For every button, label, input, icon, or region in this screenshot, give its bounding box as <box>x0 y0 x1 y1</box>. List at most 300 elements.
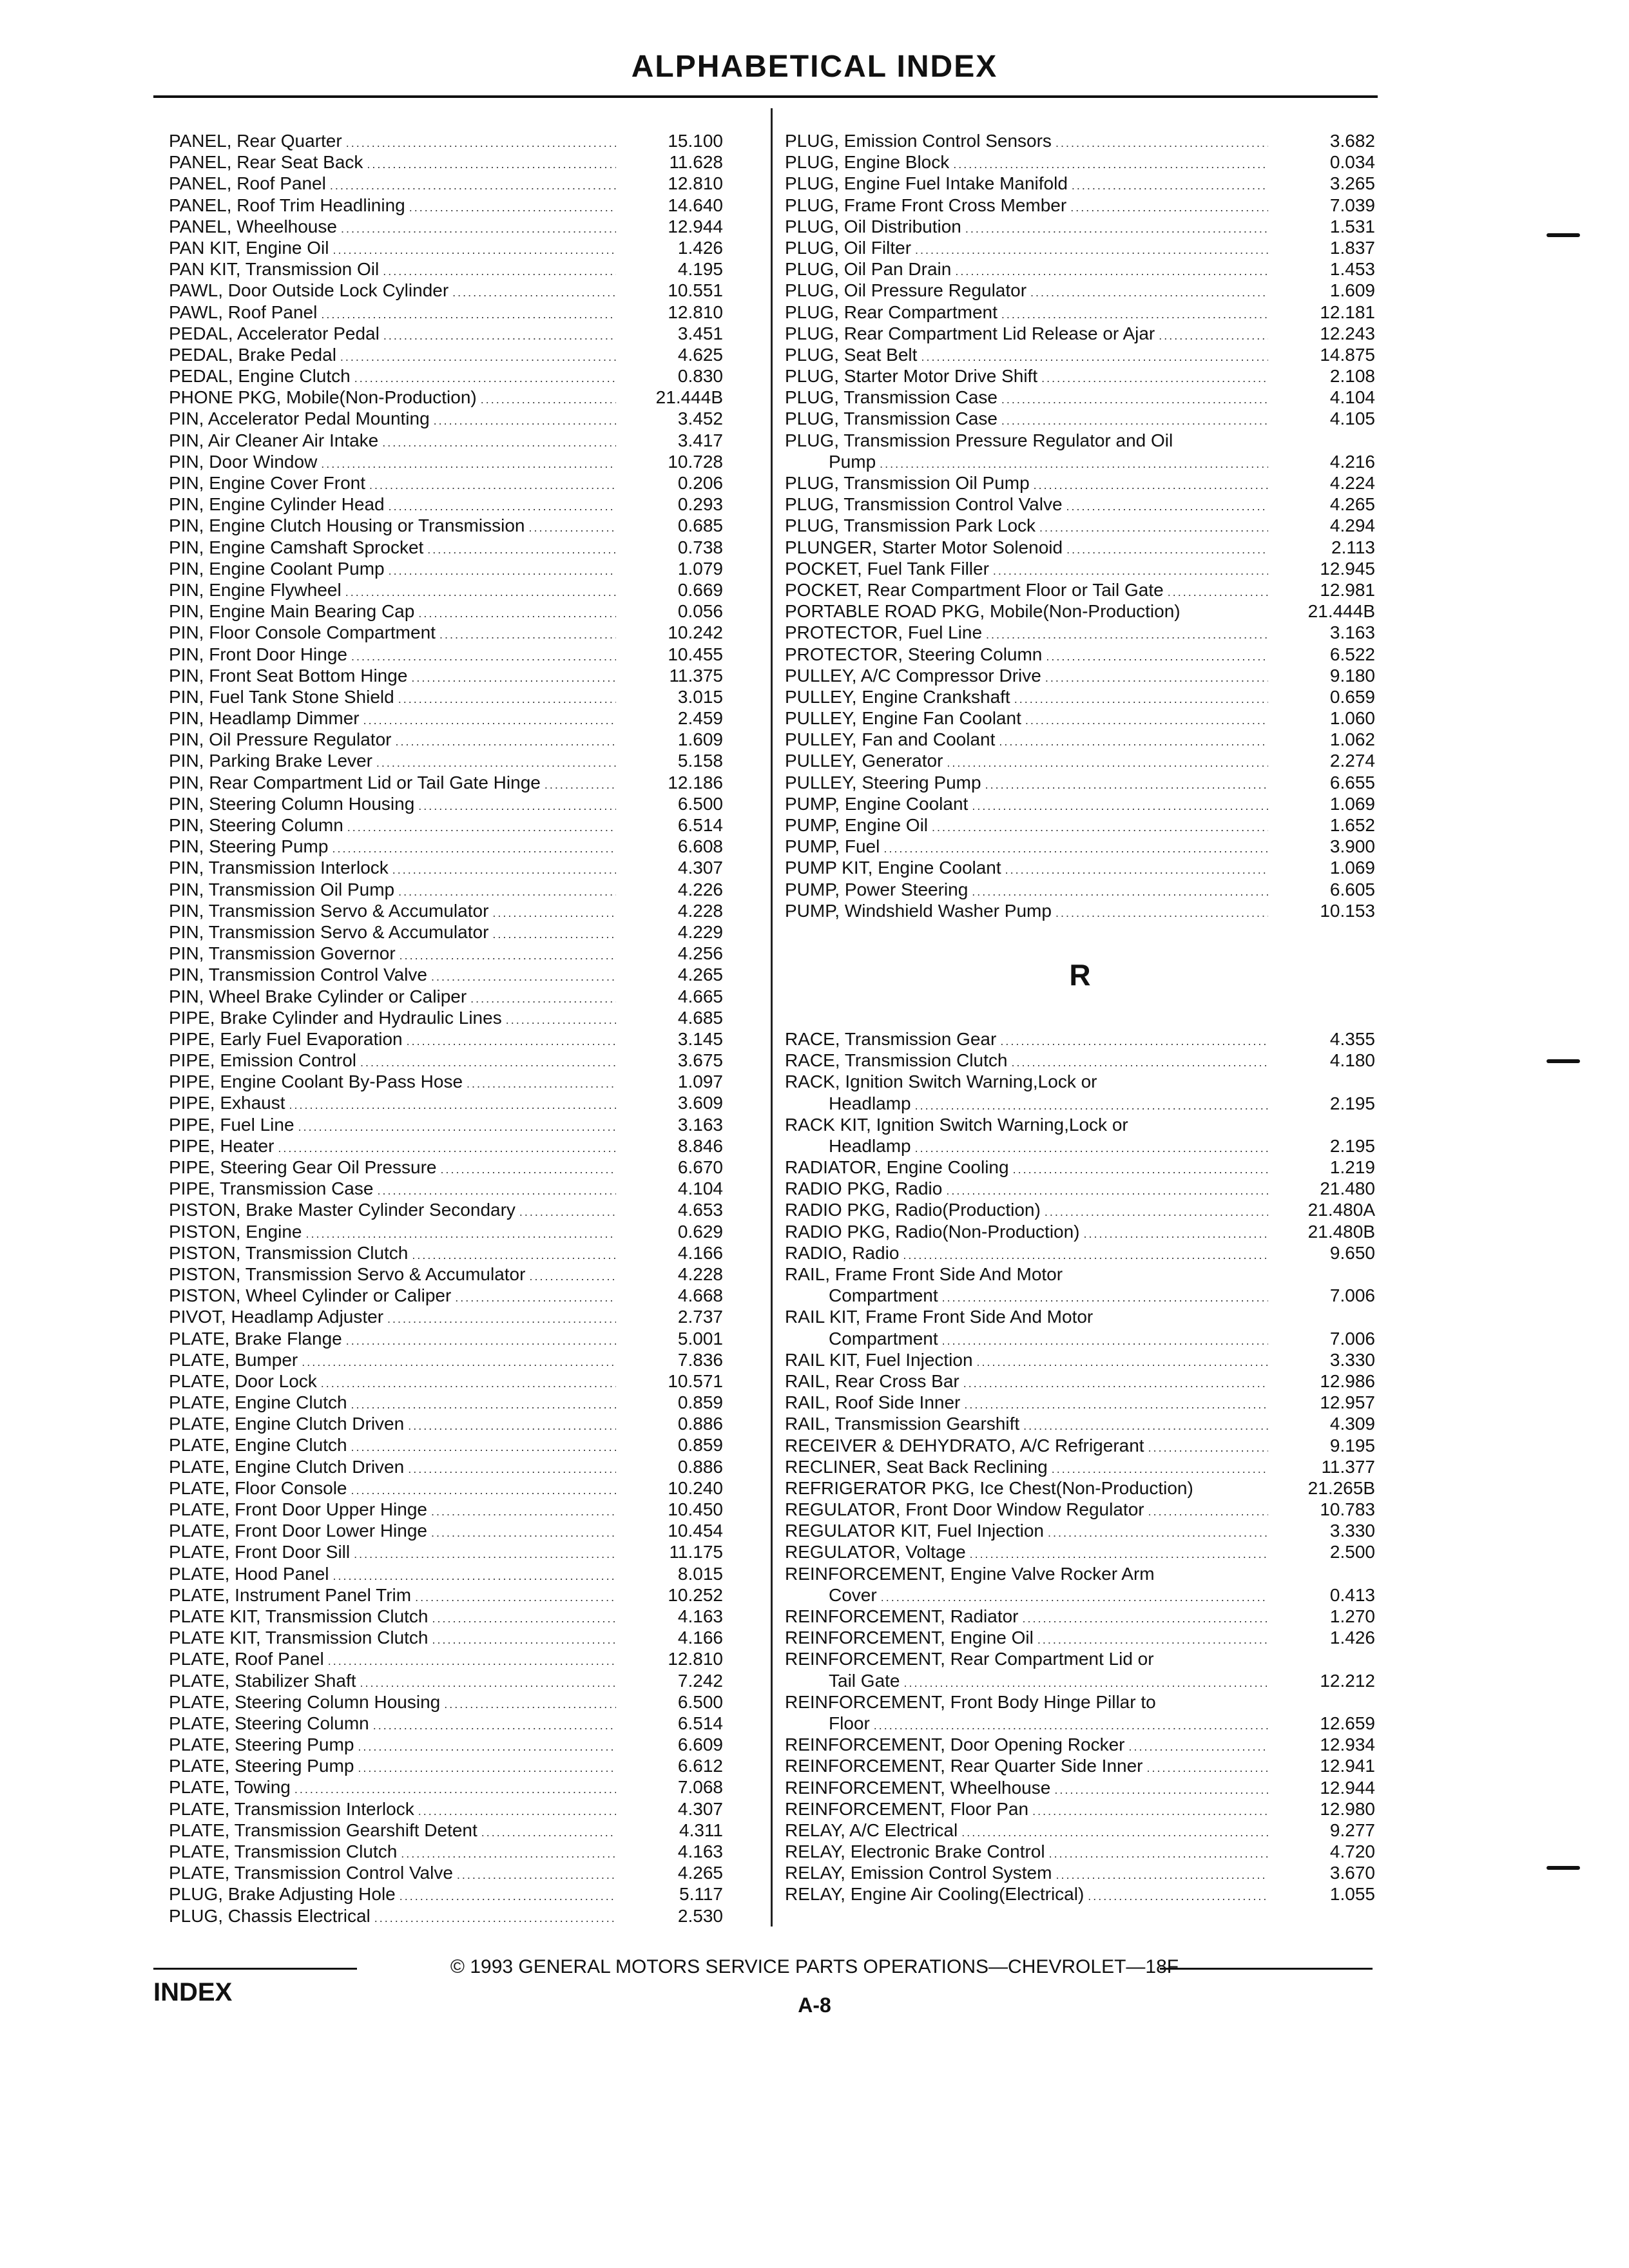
index-entry <box>785 1648 1375 1669</box>
entry-label: PEDAL, Accelerator Pedal <box>169 323 380 343</box>
index-entry <box>169 772 723 793</box>
entry-label: Headlamp <box>829 1135 911 1156</box>
entry-label: PLUG, Transmission Pressure Regulator and Oil <box>785 430 1173 450</box>
index-entry <box>169 151 723 173</box>
dot-leader <box>1147 1758 1269 1779</box>
index-entry <box>169 1178 723 1199</box>
index-entry <box>785 665 1375 686</box>
entry-section-number: 14.640 <box>668 195 723 215</box>
dot-leader <box>947 753 1268 774</box>
index-entry <box>169 1434 723 1456</box>
index-entry <box>785 387 1375 408</box>
dot-leader <box>452 282 616 303</box>
entry-section-number: 5.158 <box>677 751 723 771</box>
entry-label: Compartment <box>829 1285 938 1306</box>
index-entry <box>169 1862 723 1883</box>
entry-section-number: 3.417 <box>677 430 723 450</box>
entry-section-number: 7.242 <box>677 1670 723 1691</box>
entry-section-number: 4.256 <box>677 943 723 964</box>
index-entry <box>785 1456 1375 1477</box>
entry-label: RACE, Transmission Gear <box>785 1028 997 1049</box>
entry-section-number: 0.886 <box>677 1414 723 1434</box>
entry-label: PIPE, Early Fuel Evaporation <box>169 1028 403 1049</box>
dot-leader <box>289 1095 616 1116</box>
entry-label: REINFORCEMENT, Engine Valve Rocker Arm <box>785 1563 1155 1584</box>
entry-label: REINFORCEMENT, Door Opening Rocker <box>785 1735 1125 1755</box>
copyright-notice: © 1993 GENERAL MOTORS SERVICE PARTS OPERATIONS—CHEVROLET—18F <box>450 1956 1179 1977</box>
entry-label: PUMP, Fuel <box>785 836 880 857</box>
dot-leader <box>374 1908 616 1929</box>
index-entry <box>785 216 1375 237</box>
index-entry <box>169 943 723 964</box>
entry-label: PLATE, Brake Flange <box>169 1328 342 1349</box>
entry-section-number: 4.104 <box>677 1178 723 1199</box>
entry-label: RADIO, Radio <box>785 1242 900 1263</box>
entry-label: PLUG, Rear Compartment <box>785 302 998 322</box>
entry-section-number: 4.720 <box>1329 1841 1375 1862</box>
entry-label: PORTABLE ROAD PKG, Mobile(Non-Production) <box>785 601 1181 622</box>
entry-section-number: 2.737 <box>677 1307 723 1327</box>
entry-section-number: 4.163 <box>677 1841 723 1861</box>
index-entry <box>785 1413 1375 1434</box>
left-index-column <box>169 130 723 1927</box>
entry-section-number: 4.180 <box>1329 1050 1375 1071</box>
entry-section-number: 11.175 <box>669 1542 723 1562</box>
index-entry <box>169 1349 723 1370</box>
entry-section-number: 5.117 <box>679 1884 723 1905</box>
entry-label: PROTECTOR, Fuel Line <box>785 622 983 643</box>
entry-label: PLUG, Transmission Case <box>785 408 998 429</box>
entry-label: PISTON, Transmission Clutch <box>169 1242 409 1263</box>
entry-section-number: 12.941 <box>1320 1756 1375 1776</box>
entry-label: PISTON, Brake Master Cylinder Secondary <box>169 1200 516 1220</box>
dot-leader <box>328 1651 616 1672</box>
dot-leader <box>985 774 1268 796</box>
entry-section-number: 3.265 <box>1329 173 1375 194</box>
entry-section-number: 10.571 <box>668 1370 723 1391</box>
entry-section-number: 9.195 <box>1329 1435 1375 1456</box>
dot-leader <box>1013 1159 1268 1180</box>
entry-section-number: 0.669 <box>677 579 723 600</box>
index-entry <box>169 1456 723 1477</box>
entry-section-number: 2.108 <box>1329 366 1375 387</box>
dot-leader <box>346 1331 616 1352</box>
entry-section-number: 3.900 <box>1329 836 1375 857</box>
dot-leader <box>1032 1801 1268 1822</box>
entry-label: PANEL, Rear Seat Back <box>169 152 363 173</box>
dot-leader <box>408 1416 616 1437</box>
entry-label: PIN, Parking Brake Lever <box>169 751 372 771</box>
entry-section-number: 3.163 <box>677 1114 723 1135</box>
entry-label: REINFORCEMENT, Front Body Hinge Pillar to <box>785 1691 1156 1712</box>
entry-section-number: 7.068 <box>677 1777 723 1798</box>
entry-section-number: 4.685 <box>677 1007 723 1028</box>
entry-section-number: 4.195 <box>677 259 723 280</box>
entry-label: PIN, Door Window <box>169 451 318 472</box>
index-entry <box>169 750 723 771</box>
index-entry <box>169 1157 723 1178</box>
index-entry <box>169 472 723 494</box>
index-entry <box>785 686 1375 707</box>
dot-leader <box>1055 903 1268 924</box>
dot-leader <box>387 1309 616 1330</box>
entry-label: PIN, Engine Main Bearing Cap <box>169 601 415 622</box>
dot-leader <box>298 1117 616 1138</box>
entry-label: PULLEY, A/C Compressor Drive <box>785 665 1041 686</box>
entry-section-number: 21.480B <box>1307 1221 1375 1242</box>
dot-leader <box>977 1352 1268 1373</box>
entry-section-number: 4.229 <box>677 921 723 942</box>
entry-section-number: 6.522 <box>1329 644 1375 664</box>
dot-leader <box>1159 325 1268 347</box>
index-entry <box>169 537 723 558</box>
entry-label: PIN, Engine Camshaft Sprocket <box>169 537 424 557</box>
index-entry <box>785 472 1375 494</box>
entry-label: RECEIVER & DEHYDRATO, A/C Refrigerant <box>785 1435 1144 1456</box>
index-entry <box>169 964 723 985</box>
entry-label: PANEL, Wheelhouse <box>169 216 337 236</box>
index-entry <box>785 793 1375 814</box>
dot-leader <box>1055 133 1268 154</box>
entry-label: RAIL, Roof Side Inner <box>785 1392 961 1413</box>
index-entry <box>785 1841 1375 1862</box>
index-entry <box>785 1627 1375 1648</box>
index-entry <box>169 1606 723 1627</box>
dot-leader <box>972 796 1268 817</box>
index-entry <box>169 494 723 515</box>
entry-label: Pump <box>829 451 876 472</box>
dot-leader <box>434 410 616 432</box>
entry-label: PIN, Steering Pump <box>169 836 329 857</box>
entry-section-number: 6.514 <box>677 1713 723 1733</box>
entry-section-number: 4.166 <box>677 1628 723 1648</box>
dot-leader <box>358 1758 616 1779</box>
entry-label: RELAY, A/C Electrical <box>785 1820 958 1840</box>
dot-leader <box>347 817 616 838</box>
dot-leader <box>321 1373 616 1394</box>
entry-label: PLUNGER, Starter Motor Solenoid <box>785 537 1063 557</box>
index-entry <box>785 729 1375 750</box>
entry-section-number: 3.452 <box>677 408 723 429</box>
entry-label: PLATE, Front Door Upper Hinge <box>169 1499 427 1519</box>
entry-label: REINFORCEMENT, Radiator <box>785 1606 1019 1626</box>
dot-leader <box>1049 1843 1268 1865</box>
dot-leader <box>506 1010 616 1031</box>
index-entry <box>785 1178 1375 1199</box>
entry-section-number: 12.810 <box>668 173 723 194</box>
index-entry <box>169 408 723 429</box>
entry-section-number: 12.934 <box>1320 1735 1375 1755</box>
entry-label: RACK, Ignition Switch Warning,Lock or <box>785 1072 1097 1092</box>
entry-section-number: 10.240 <box>668 1477 723 1498</box>
entry-label: PLATE, Engine Clutch <box>169 1435 347 1456</box>
entry-label: PLUG, Engine Block <box>785 152 950 173</box>
entry-label: RADIATOR, Engine Cooling <box>785 1157 1009 1178</box>
dot-leader <box>431 1501 616 1523</box>
entry-section-number: 2.274 <box>1329 751 1375 771</box>
entry-section-number: 6.612 <box>677 1756 723 1776</box>
entry-section-number: 0.886 <box>677 1456 723 1477</box>
entry-section-number: 12.944 <box>1320 1777 1375 1798</box>
dot-leader <box>1088 1886 1268 1907</box>
dot-leader <box>383 325 616 347</box>
dot-leader <box>373 1715 616 1736</box>
entry-section-number: 1.426 <box>677 237 723 258</box>
index-entry <box>169 1734 723 1755</box>
entry-section-number: 1.069 <box>1329 793 1375 814</box>
dot-leader <box>369 475 616 496</box>
entry-section-number: 4.665 <box>677 986 723 1006</box>
index-entry <box>169 1264 723 1285</box>
entry-section-number: 12.986 <box>1320 1370 1375 1391</box>
index-entry <box>785 1135 1375 1157</box>
index-entry <box>785 1028 1375 1050</box>
dot-leader <box>1000 1031 1268 1052</box>
entry-section-number: 6.605 <box>1329 879 1375 899</box>
entry-section-number: 4.307 <box>677 858 723 878</box>
dot-leader <box>354 1544 616 1565</box>
index-entry <box>169 986 723 1007</box>
entry-section-number: 3.330 <box>1329 1349 1375 1370</box>
index-entry <box>785 1114 1375 1135</box>
entry-label: REGULATOR, Voltage <box>785 1542 966 1562</box>
index-entry <box>169 579 723 601</box>
entry-label: PLATE, Steering Column Housing <box>169 1691 441 1712</box>
dot-leader <box>382 432 616 454</box>
index-entry <box>169 729 723 750</box>
entry-section-number: 3.670 <box>1329 1863 1375 1883</box>
entry-label: PAWL, Roof Panel <box>169 302 318 322</box>
entry-section-number: 12.186 <box>668 772 723 793</box>
entry-section-number: 1.219 <box>1329 1157 1375 1178</box>
entry-label: PANEL, Roof Panel <box>169 173 326 194</box>
index-entry <box>169 1713 723 1734</box>
dot-leader <box>942 1331 1268 1352</box>
entry-section-number: 0.830 <box>677 366 723 387</box>
entry-section-number: 12.810 <box>668 302 723 322</box>
index-entry <box>785 1713 1375 1734</box>
entry-label: PLATE, Floor Console <box>169 1477 347 1498</box>
dot-leader <box>545 774 616 796</box>
index-entry <box>169 601 723 622</box>
index-entry <box>785 1071 1375 1092</box>
dot-leader <box>1148 1437 1268 1459</box>
section-r-heading: R <box>1069 957 1091 992</box>
entry-label: PHONE PKG, Mobile(Non-Production) <box>169 387 477 408</box>
entry-label: PLUG, Emission Control Sensors <box>785 131 1052 151</box>
entry-section-number: 3.609 <box>677 1093 723 1113</box>
entry-label: PLATE, Steering Pump <box>169 1735 354 1755</box>
entry-section-number: 2.195 <box>1329 1093 1375 1113</box>
entry-section-number: 21.480 <box>1320 1178 1375 1199</box>
entry-section-number: 3.451 <box>677 323 723 343</box>
dot-leader <box>1128 1736 1268 1758</box>
entry-label: PIN, Wheel Brake Cylinder or Caliper <box>169 986 467 1006</box>
entry-label: PIPE, Exhaust <box>169 1093 285 1113</box>
entry-label: PIN, Steering Column Housing <box>169 793 415 814</box>
index-entry <box>169 195 723 216</box>
entry-label: PLUG, Oil Distribution <box>785 216 961 236</box>
index-entry <box>169 258 723 280</box>
dot-leader <box>1168 582 1268 603</box>
entry-section-number: 10.242 <box>668 622 723 643</box>
entry-label: PLATE, Front Door Sill <box>169 1542 351 1562</box>
dot-leader <box>432 1608 617 1629</box>
index-entry <box>785 1264 1375 1285</box>
entry-section-number: 0.056 <box>677 601 723 622</box>
entry-label: REINFORCEMENT, Wheelhouse <box>785 1777 1051 1798</box>
index-entry <box>785 1584 1375 1606</box>
entry-label: PAN KIT, Transmission Oil <box>169 259 380 280</box>
entry-label: RELAY, Engine Air Cooling(Electrical) <box>785 1884 1084 1905</box>
entry-section-number: 2.195 <box>1329 1135 1375 1156</box>
entry-section-number: 1.060 <box>1329 708 1375 729</box>
entry-label: REINFORCEMENT, Floor Pan <box>785 1798 1029 1819</box>
index-entry <box>169 836 723 857</box>
index-entry <box>169 1050 723 1071</box>
margin-tick-mark <box>1547 1059 1580 1063</box>
entry-section-number: 1.097 <box>677 1072 723 1092</box>
index-entry <box>785 707 1375 729</box>
index-entry <box>785 173 1375 194</box>
entry-label: PULLEY, Fan and Coolant <box>785 729 996 750</box>
entry-section-number: 4.311 <box>679 1820 723 1840</box>
index-entry <box>785 857 1375 878</box>
index-entry <box>169 1413 723 1434</box>
section-r-entries <box>785 1028 1375 1905</box>
dot-leader <box>1055 1865 1268 1886</box>
entry-label: PLATE, Hood Panel <box>169 1563 329 1584</box>
index-entry <box>785 644 1375 665</box>
index-entry <box>785 814 1375 836</box>
index-entry <box>785 772 1375 793</box>
dot-leader <box>999 731 1268 753</box>
entry-section-number: 2.530 <box>677 1905 723 1926</box>
entry-label: RACK KIT, Ignition Switch Warning,Lock or <box>785 1114 1128 1135</box>
index-entry <box>169 1563 723 1584</box>
entry-section-number: 0.629 <box>677 1221 723 1242</box>
entry-label: PIN, Transmission Servo & Accumulator <box>169 921 489 942</box>
dot-leader <box>1030 282 1268 303</box>
dot-leader <box>915 240 1268 261</box>
index-entry <box>785 1541 1375 1562</box>
dot-leader <box>1070 197 1268 218</box>
entry-label: PIN, Floor Console Compartment <box>169 622 436 643</box>
entry-section-number: 4.226 <box>677 879 723 899</box>
entry-label: PIN, Front Seat Bottom Hinge <box>169 665 408 686</box>
entry-section-number: 21.480A <box>1307 1200 1375 1220</box>
dot-leader <box>418 603 616 624</box>
entry-section-number: 4.668 <box>677 1285 723 1306</box>
index-entry <box>785 302 1375 323</box>
dot-leader <box>398 689 616 710</box>
dot-leader <box>467 1073 616 1095</box>
entry-section-number: 2.459 <box>677 708 723 729</box>
page-title: ALPHABETICAL INDEX <box>631 50 998 84</box>
index-entry <box>785 1199 1375 1220</box>
index-entry <box>785 130 1375 151</box>
entry-label: PEDAL, Engine Clutch <box>169 366 351 387</box>
entry-label: PLATE KIT, Transmission Clutch <box>169 1606 429 1626</box>
entry-section-number: 1.426 <box>1329 1628 1375 1648</box>
entry-label: PIN, Steering Column <box>169 815 343 835</box>
dot-leader <box>519 1202 616 1223</box>
index-entry <box>169 622 723 643</box>
dot-leader <box>418 796 616 817</box>
entry-section-number: 12.243 <box>1320 323 1375 343</box>
entry-label: PISTON, Wheel Cylinder or Caliper <box>169 1285 452 1306</box>
entry-label: RACE, Transmission Clutch <box>785 1050 1008 1071</box>
index-entry <box>169 900 723 921</box>
entry-section-number: 4.228 <box>677 1264 723 1284</box>
entry-label: REGULATOR, Front Door Window Regulator <box>785 1499 1144 1520</box>
index-entry <box>169 344 723 365</box>
entry-label: PULLEY, Engine Fan Coolant <box>785 708 1021 729</box>
entry-section-number: 4.216 <box>1329 451 1375 472</box>
entry-section-number: 0.685 <box>677 515 723 536</box>
entry-section-number: 10.252 <box>668 1584 723 1605</box>
entry-section-number: 3.145 <box>677 1028 723 1049</box>
index-entry <box>785 750 1375 771</box>
index-entry <box>785 1777 1375 1798</box>
index-entry <box>169 1883 723 1905</box>
dot-leader <box>389 561 616 582</box>
entry-section-number: 14.875 <box>1320 344 1375 365</box>
index-entry <box>169 173 723 194</box>
entry-label: REFRIGERATOR PKG, Ice Chest(Non-Production) <box>785 1477 1193 1498</box>
entry-label: RAIL KIT, Fuel Injection <box>785 1349 973 1370</box>
dot-leader <box>407 1031 616 1052</box>
section-p-entries <box>785 130 1375 921</box>
entry-section-number: 12.944 <box>668 216 723 236</box>
index-entry <box>785 237 1375 258</box>
index-entry <box>785 1285 1375 1306</box>
index-entry <box>785 1883 1375 1905</box>
entry-label: PIPE, Engine Coolant By-Pass Hose <box>169 1072 463 1092</box>
index-entry <box>169 644 723 665</box>
entry-section-number: 1.069 <box>1329 858 1375 878</box>
dot-leader <box>1005 860 1268 881</box>
index-entry <box>785 900 1375 921</box>
entry-section-number: 6.655 <box>1329 772 1375 793</box>
entry-section-number: 2.500 <box>1329 1542 1375 1562</box>
dot-leader <box>415 1587 616 1608</box>
dot-leader <box>1048 1523 1268 1544</box>
entry-section-number: 3.675 <box>677 1050 723 1071</box>
entry-label: RAIL, Rear Cross Bar <box>785 1370 959 1391</box>
entry-label: POCKET, Rear Compartment Floor or Tail Gate <box>785 579 1164 600</box>
dot-leader <box>340 347 616 368</box>
index-entry <box>169 1627 723 1648</box>
dot-leader <box>367 154 616 175</box>
index-entry <box>785 1370 1375 1392</box>
dot-leader <box>444 1694 616 1715</box>
entry-section-number: 0.034 <box>1329 152 1375 173</box>
index-entry <box>169 323 723 344</box>
entry-section-number: 10.455 <box>668 644 723 664</box>
entry-label: RELAY, Electronic Brake Control <box>785 1841 1045 1862</box>
index-entry <box>169 1285 723 1306</box>
entry-label: PLATE, Transmission Control Valve <box>169 1863 453 1883</box>
index-entry <box>169 1798 723 1820</box>
index-entry <box>169 1520 723 1541</box>
entry-label: PLATE, Steering Column <box>169 1713 369 1733</box>
entry-label: PUMP, Power Steering <box>785 879 969 899</box>
entry-section-number: 1.079 <box>677 558 723 579</box>
entry-label: PLATE, Bumper <box>169 1349 298 1370</box>
entry-label: PLATE, Stabilizer Shaft <box>169 1670 356 1691</box>
dot-leader <box>1072 175 1268 197</box>
